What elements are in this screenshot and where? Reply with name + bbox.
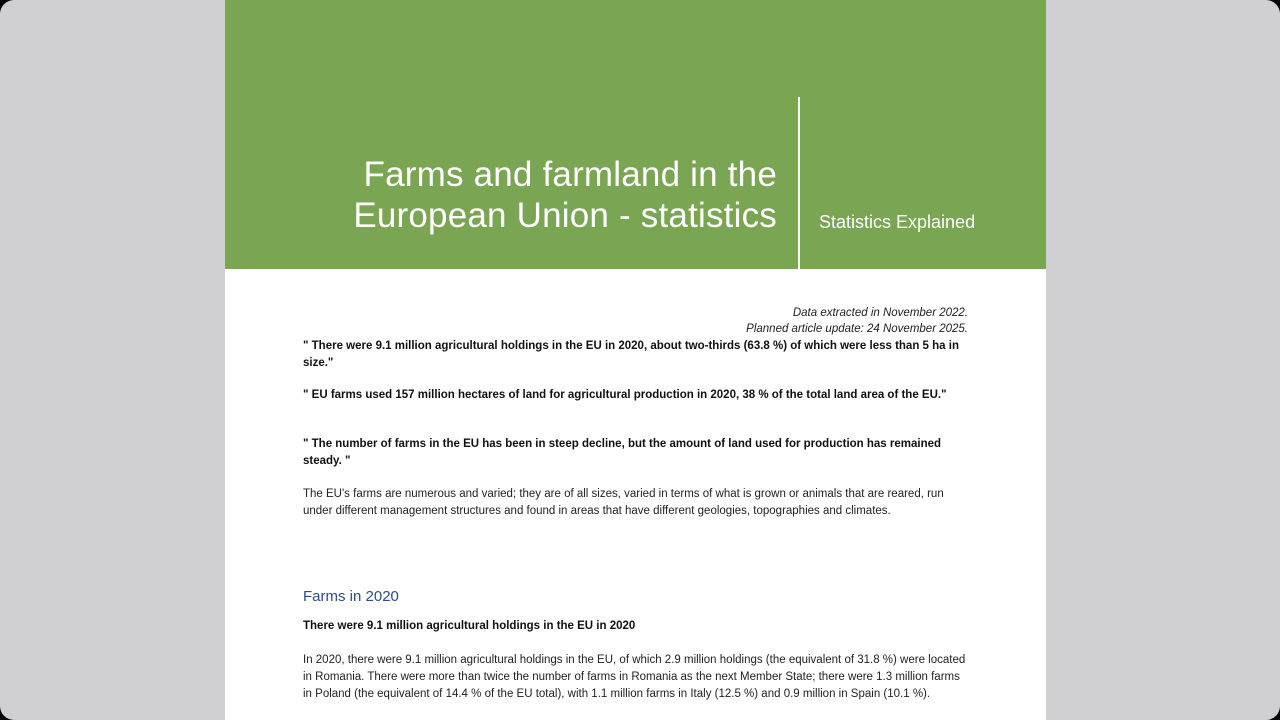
key-quote-1: " There were 9.1 million agricultural holdings in the EU in 2020, about two-thirds (63.8 %) of which were less than 5 ha in size." xyxy=(303,340,959,369)
key-quote-2: " EU farms used 157 million hectares of land for agricultural production in 2020, 38 % of the total land area of the EU." xyxy=(303,389,947,401)
key-quote-3: " The number of farms in the EU has been in steep decline, but the amount of land used for production has remained steady. " xyxy=(303,438,942,467)
document-title xyxy=(257,154,777,236)
section-heading: Farms in 2020 xyxy=(303,588,399,605)
title-line-1: Farms and farmland in the xyxy=(363,155,777,194)
section-paragraph: In 2020, there were 9.1 million agricultural holdings in the EU, of which 2.9 million holdings (the equivalent of 31.8 %) were located in Romania. There were more than twice the number of farms in Romania as the next Member State; there were 1.3 million farms in Poland (the equivalent of 14.4 % of the EU total), with 1.1 million farms in Italy (12.5 %) and 0.9 million in Spain (10.1 %). xyxy=(303,654,966,700)
banner-divider xyxy=(798,97,800,269)
intro-paragraph: The EU's farms are numerous and varied; they are of all sizes, varied in terms of what is grown or animals that are reared, run under different management structures and found in areas that have different geologies, topographies and climates. xyxy=(303,488,944,517)
extraction-info xyxy=(746,305,968,337)
section-subheading: There were 9.1 million agricultural holdings in the EU in 2020 xyxy=(303,620,636,632)
title-banner xyxy=(225,0,1046,269)
planned-update-date: Planned article update: 24 November 2025. xyxy=(746,323,968,335)
data-extracted-date: Data extracted in November 2022. xyxy=(792,307,968,319)
series-label: Statistics Explained xyxy=(819,212,976,232)
title-line-2: European Union - statistics xyxy=(353,196,777,235)
document-page[interactable] xyxy=(225,0,1046,720)
